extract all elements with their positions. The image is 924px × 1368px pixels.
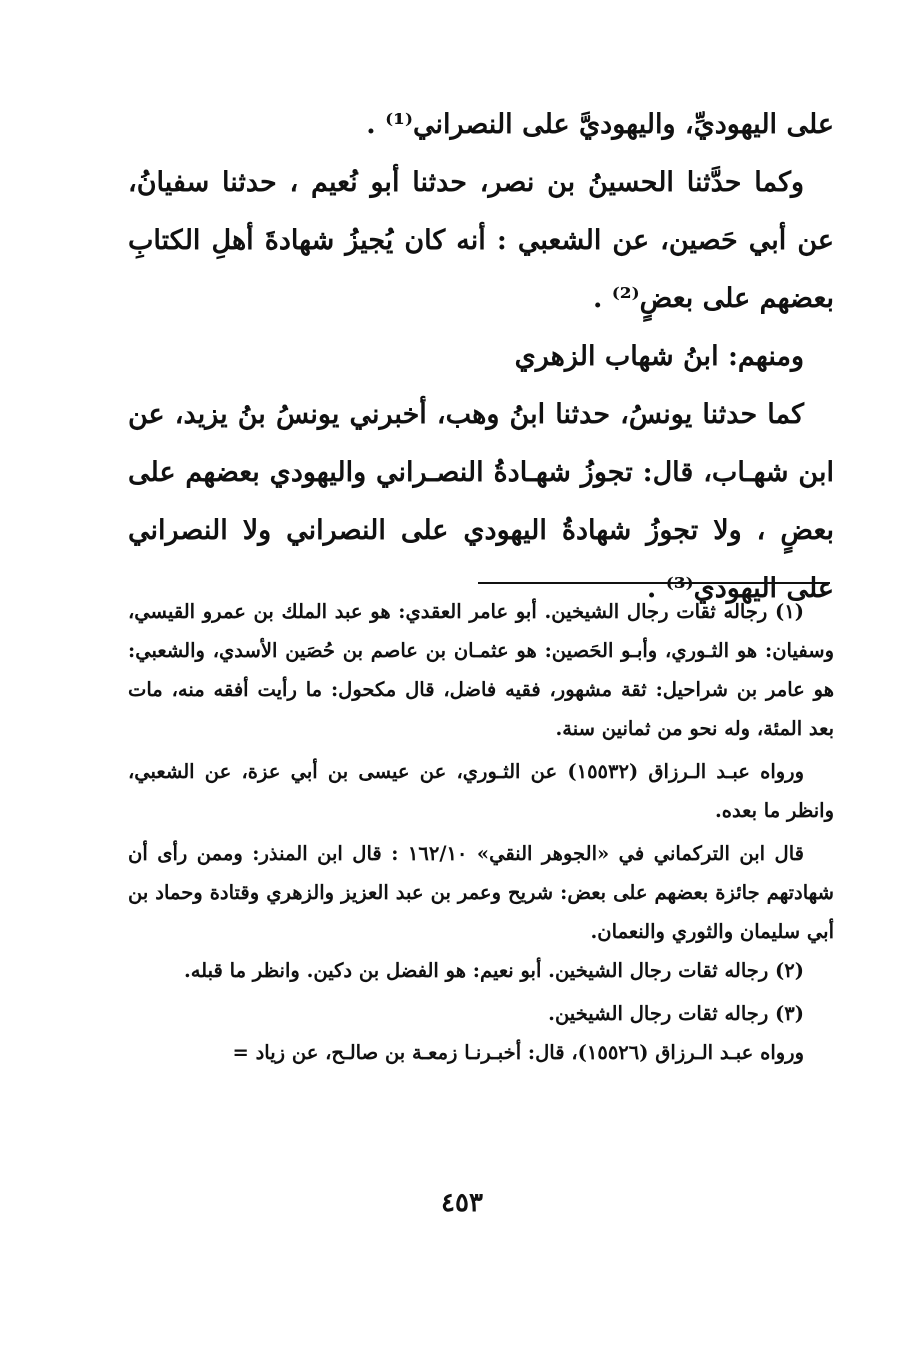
footnote-2: (٢) رجاله ثقات رجال الشيخين. أبو نعيم: هو الفضل بن دكين. وانظر ما قبله. [183, 959, 804, 982]
footnote-1-continuation-a: ورواه عبـد الـرزاق (١٥٥٣٢) عن الثـوري، عن عيسى بن أبي عزة، عن الشعبي، وانظر ما بعده. [128, 760, 834, 822]
main-text [128, 96, 834, 618]
section-heading: ومنهم: ابنُ شهاب الزهري [514, 341, 804, 372]
footnote-1: (١) رجاله ثقات رجال الشيخين. أبو عامر العقدي: هو عبد الملك بن عمرو القيسي، وسفيان: هو الثـوري، وأبـو الحَصين: هو عثمـان بن عاصم بن حُصَين الأسدي، والشعبي: هو عامر بن شراحيل: ثقة مشهور، فقيه فاضل، قال مكحول: ما رأيت أفقه منه، مات بعد المئة، وله نحو من ثمانين سنة. [128, 600, 834, 740]
page-number: ٤٥٣ [441, 1188, 483, 1218]
footnote-3: (٣) رجاله ثقات رجال الشيخين. [548, 1002, 804, 1025]
main-paragraph-1: على اليهوديِّ، واليهوديَّ على النصراني⁽¹⁾ . [366, 109, 834, 140]
main-paragraph-3: كما حدثنا يونسُ، حدثنا ابنُ وهب، أخبرني يونسُ بنُ يزيد، عن ابن شهـاب، قال: تجوزُ شهـادةُ النصـراني واليهودي بعضهم على بعضٍ ، ولا تجوزُ شهادةُ اليهودي على النصراني ولا النصراني على اليهودي⁽³⁾ . [128, 399, 835, 604]
footnote-3-continuation: ورواه عبـد الـرزاق (١٥٥٢٦)، قال: أخبـرنـا زمعـة بن صالـح، عن زياد = [232, 1041, 804, 1064]
footnote-1-continuation-b: قال ابن التركماني في «الجوهر النقي» ١٦٢/١٠ : قال ابن المنذر: وممن رأى أن شهادتهم جائزة بعضهم على بعض: شريح وعمر بن عبد العزيز والزهري وقتادة وحماد بن أبي سليمان والثوري والنعمان. [128, 842, 834, 943]
footnotes [128, 592, 834, 1072]
main-paragraph-2: وكما حدَّثنا الحسينُ بن نصر، حدثنا أبو نُعيم ، حدثنا سفيانُ، عن أبي حَصين، عن الشعبي : أنه كان يُجيزُ شهادةَ أهلِ الكتابِ بعضهم على بعضٍ⁽²⁾ . [128, 167, 834, 314]
footnote-separator [478, 582, 830, 584]
